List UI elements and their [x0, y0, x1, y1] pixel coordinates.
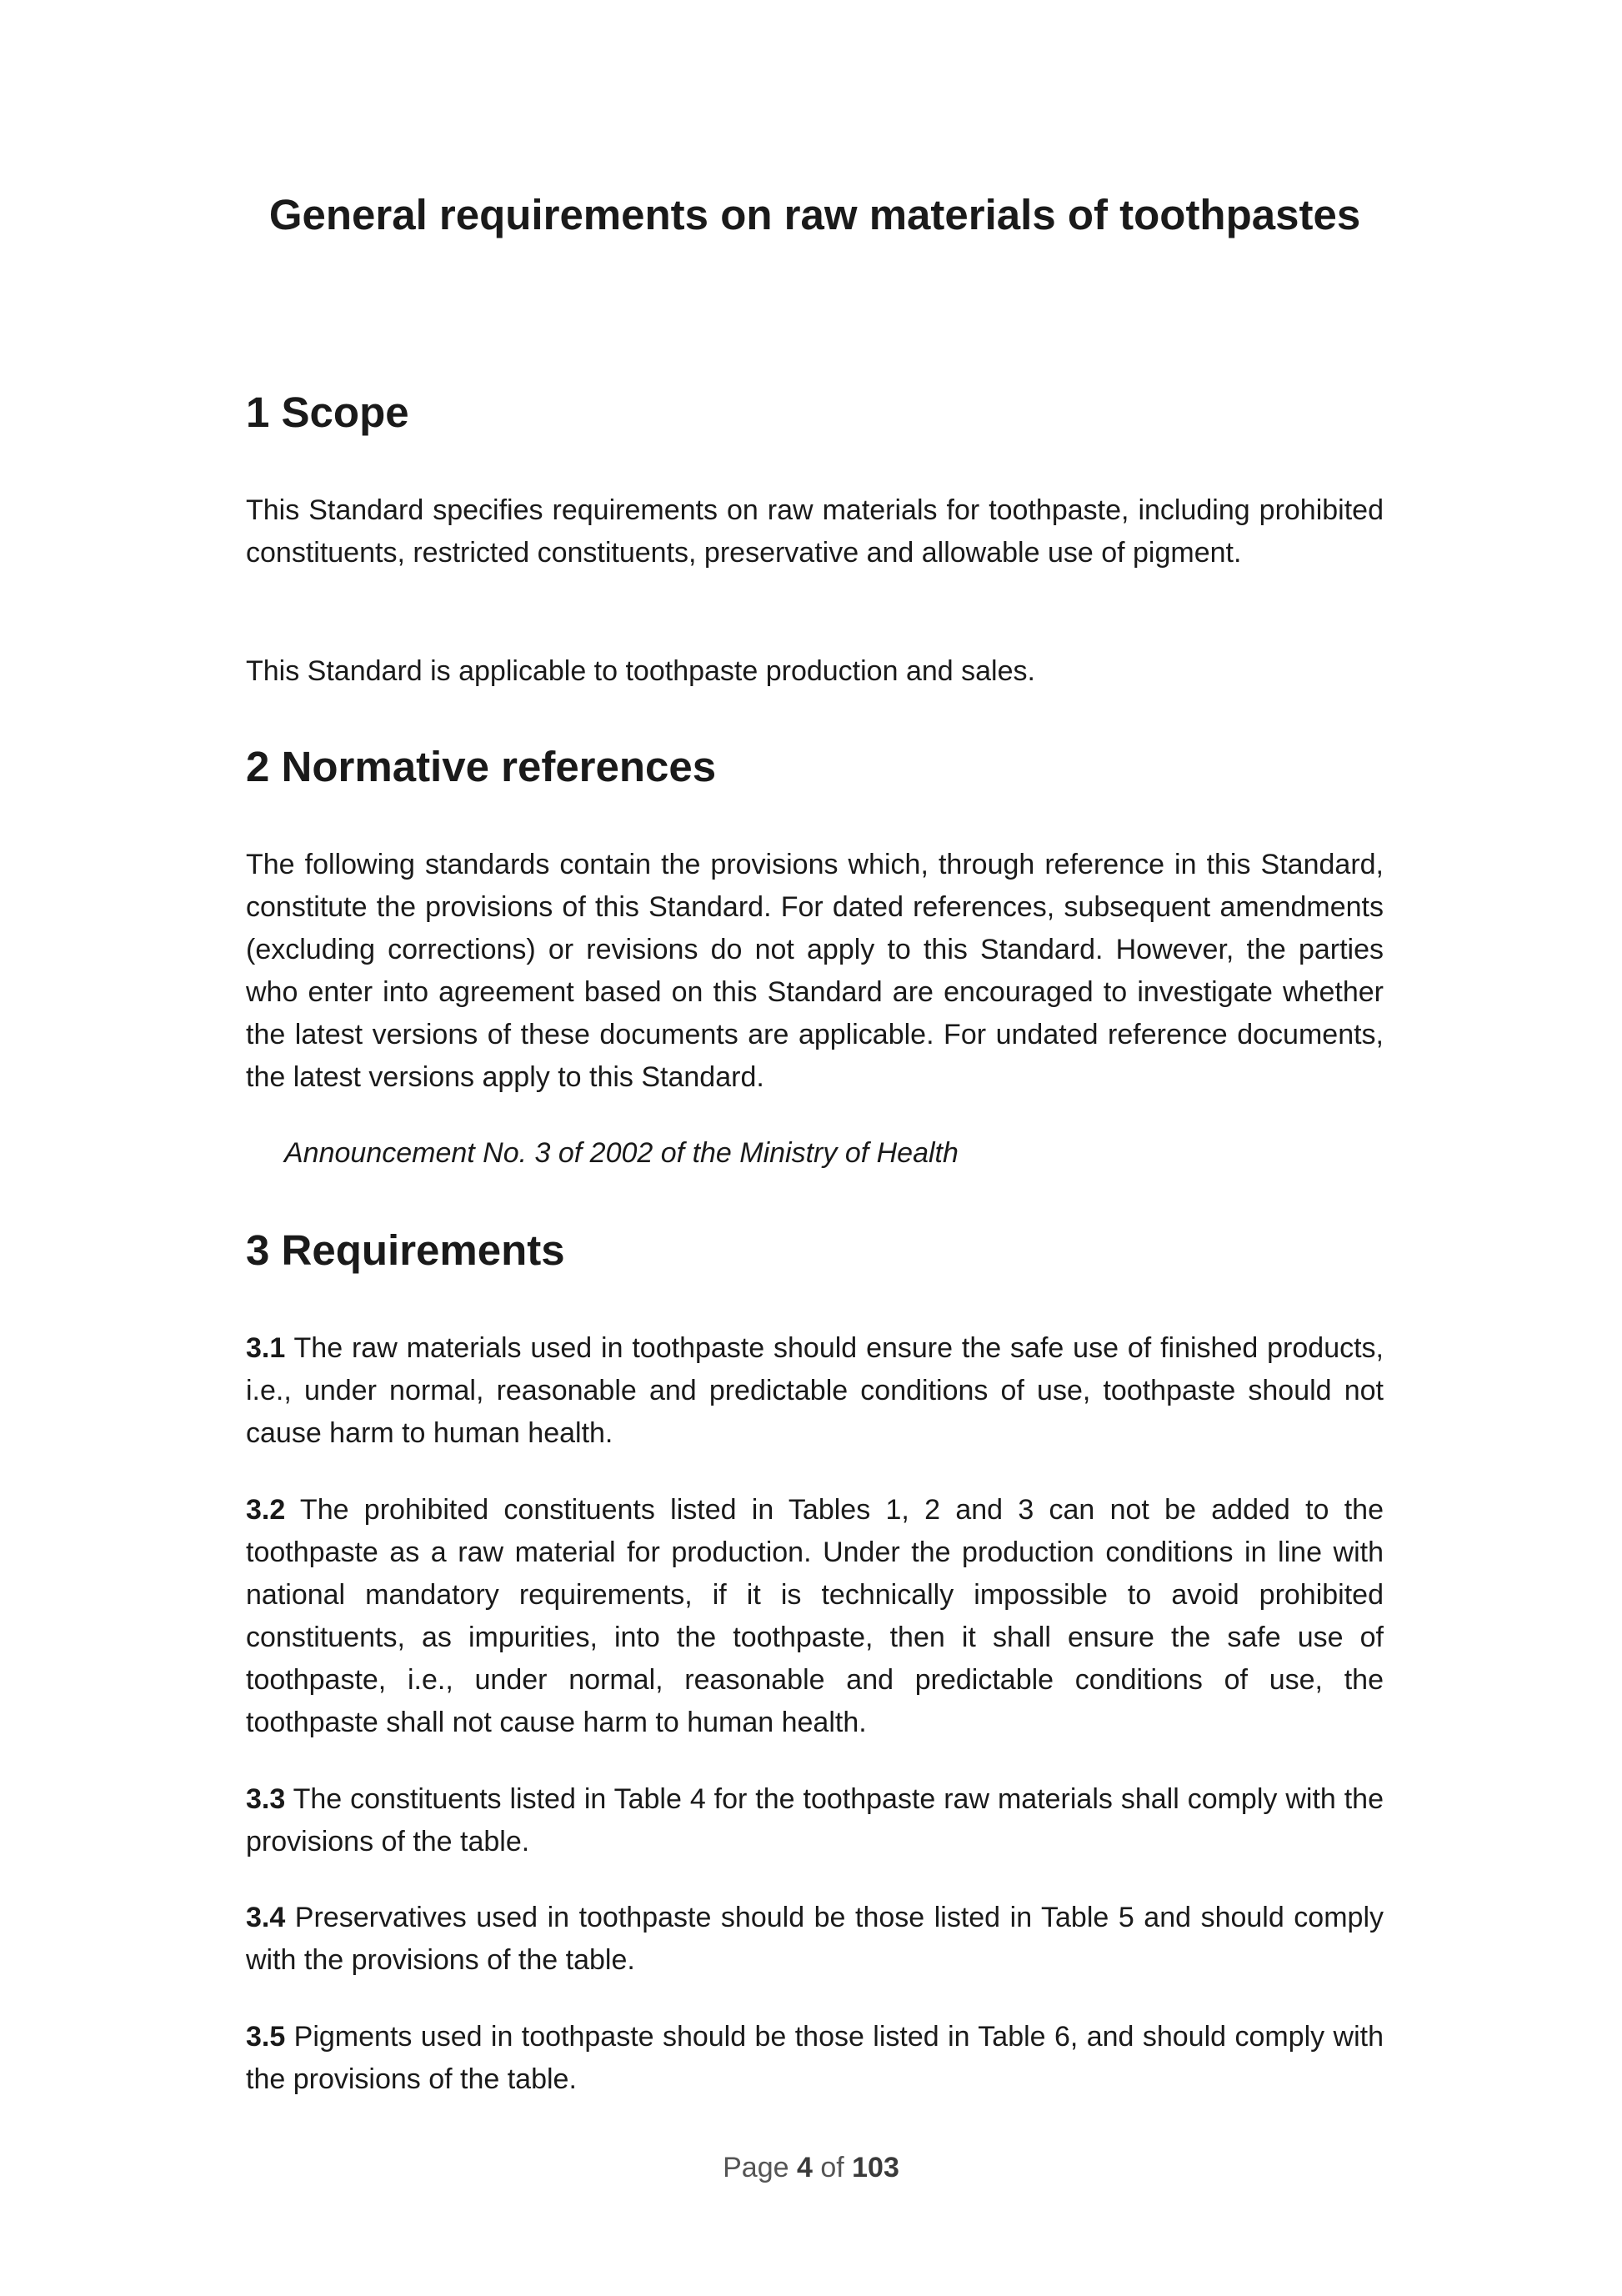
clause-number: 3.5	[246, 2021, 286, 2053]
total-pages-number: 103	[852, 2152, 899, 2183]
page-footer	[0, 2149, 1622, 2186]
normative-reference-item: Announcement No. 3 of 2002 of the Ministry of Health	[284, 1137, 959, 1169]
clause-3-4	[246, 1897, 1384, 1982]
page-label: Page	[723, 2152, 797, 2183]
clause-3-1	[246, 1327, 1384, 1455]
clause-text: The constituents listed in Table 4 for the toothpaste raw materials shall comply with the provisions of the table.	[246, 1783, 1384, 1857]
current-page-number: 4	[796, 2152, 813, 2183]
section-heading-requirements: 3 Requirements	[246, 1226, 565, 1274]
clause-number: 3.2	[246, 1494, 286, 1526]
clause-number: 3.3	[246, 1783, 286, 1815]
clause-text: The raw materials used in toothpaste should ensure the safe use of finished products, i.e., under normal, reasonable and predictable conditions of use, toothpaste should not cause harm to human health.	[246, 1332, 1384, 1449]
clause-number: 3.4	[246, 1902, 286, 1933]
section-heading-scope: 1 Scope	[246, 389, 409, 436]
normative-paragraph: The following standards contain the provisions which, through reference in this Standard, constitute the provisions of this Standard. For dated references, subsequent amendments (excluding corrections) or revisions do not apply to this Standard. However, the parties who enter into agreement based on this Standard are encouraged to investigate whether the latest versions of these documents are applicable. For undated reference documents, the latest versions apply to this Standard.	[246, 849, 1384, 1093]
clause-number: 3.1	[246, 1332, 286, 1364]
scope-paragraph-2: This Standard is applicable to toothpaste production and sales.	[246, 655, 1035, 687]
clause-3-5	[246, 2016, 1384, 2101]
clause-text: The prohibited constituents listed in Tables 1, 2 and 3 can not be added to the toothpaste as a raw material for production. Under the production conditions in line with national mandatory requirements, if it is technically impossible to avoid prohibited constituents, as impurities, into the toothpaste, then it shall ensure the safe use of toothpaste, i.e., under normal, reasonable and predictable conditions of use, the toothpaste shall not cause harm to human health.	[246, 1494, 1384, 1738]
clause-text: Preservatives used in toothpaste should be those listed in Table 5 and should comply with the provisions of the table.	[246, 1902, 1384, 1976]
document-title: General requirements on raw materials of toothpastes	[268, 191, 1361, 238]
clause-3-2	[246, 1489, 1384, 1744]
of-label: of	[812, 2152, 853, 2183]
clause-text: Pigments used in toothpaste should be those listed in Table 6, and should comply with the provisions of the table.	[246, 2021, 1384, 2095]
scope-paragraph-1: This Standard specifies requirements on raw materials for toothpaste, including prohibited constituents, restricted constituents, preservative and allowable use of pigment.	[246, 494, 1384, 569]
clause-3-3	[246, 1778, 1384, 1863]
section-heading-normative-references: 2 Normative references	[246, 743, 717, 790]
